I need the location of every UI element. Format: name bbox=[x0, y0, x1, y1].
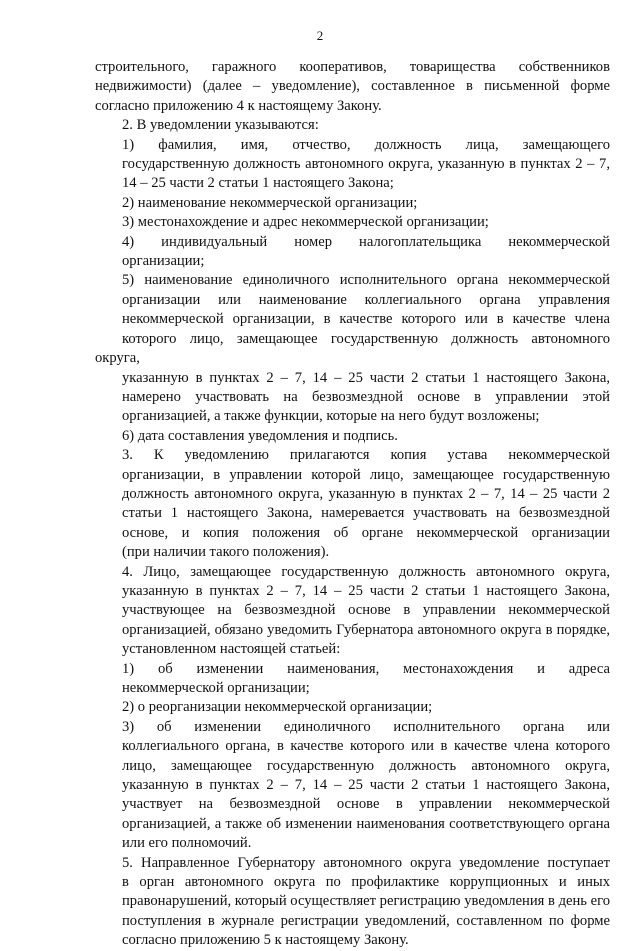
text-line: согласно приложению 4 к настоящему Закону. bbox=[95, 97, 382, 114]
paragraph bbox=[95, 116, 610, 135]
text-line: поступления в журнале регистрации уведомлений, составленном по форме bbox=[122, 912, 610, 929]
text-line: указанную в пунктах 2 – 7, 14 – 25 части 2 статьи 1 настоящего Закона, bbox=[122, 777, 610, 794]
paragraph bbox=[95, 58, 610, 116]
paragraph bbox=[95, 213, 610, 232]
paragraph bbox=[95, 136, 610, 194]
paragraph bbox=[95, 698, 610, 717]
paragraph bbox=[95, 446, 610, 562]
text-line: организации, в управлении которой лицо, замещающее государственную bbox=[122, 466, 610, 483]
paragraph bbox=[95, 660, 610, 699]
text-line: которого лицо, замещающее государственную должность автономного округа, bbox=[95, 330, 610, 367]
paragraph bbox=[95, 854, 610, 951]
text-line: недвижимости) (далее – уведомление), составленное в письменной форме bbox=[95, 78, 610, 95]
text-line: в орган автономного округа по профилактике коррупционных и иных bbox=[122, 874, 610, 891]
page-number: 2 bbox=[316, 28, 324, 43]
paragraph bbox=[95, 427, 610, 446]
text-line: 2. В уведомлении указываются: bbox=[122, 117, 319, 134]
paragraph bbox=[95, 233, 610, 272]
text-line: основе, и копия положения об органе некоммерческой организации bbox=[122, 524, 610, 541]
text-line: некоммерческой организации; bbox=[122, 680, 310, 696]
text-line: (при наличии такого положения). bbox=[122, 544, 330, 561]
text-line: участвует на безвозмездной основе в управлении некоммерческой bbox=[122, 796, 610, 813]
text-line: коллегиального органа, в качестве которого или в качестве члена которого bbox=[122, 738, 610, 755]
text-line: 1) об изменении наименования, местонахождения и адреса bbox=[122, 660, 610, 677]
text-line: некоммерческой организации, в качестве которого или в качестве члена bbox=[122, 311, 610, 328]
document-body bbox=[95, 58, 610, 951]
text-line: установленном настоящей статьей: bbox=[122, 641, 341, 658]
text-line: организации или наименование коллегиального органа управления bbox=[122, 291, 610, 308]
text-line: 14 – 25 части 2 статьи 1 настоящего Закона; bbox=[122, 175, 394, 192]
text-line: 3. К уведомлению прилагаются копия устава некоммерческой bbox=[122, 447, 610, 464]
text-line: должность автономного округа, указанную в пунктах 2 – 7, 14 – 25 части 2 bbox=[122, 485, 610, 502]
text-line: государственную должность автономного округа, указанную в пунктах 2 – 7, bbox=[122, 156, 610, 173]
text-line: правонарушений, который осуществляет регистрацию уведомления в день его bbox=[122, 893, 610, 910]
text-line: организацией, обязано уведомить Губернатора автономного округа в порядке, bbox=[122, 621, 610, 638]
text-line: указанную в пунктах 2 – 7, 14 – 25 части 2 статьи 1 настоящего Закона, bbox=[122, 582, 610, 599]
text-line: 2) о реорганизации некоммерческой организации; bbox=[122, 699, 433, 716]
text-line: организации; bbox=[122, 253, 205, 270]
text-line: 2) наименование некоммерческой организации; bbox=[122, 194, 418, 211]
text-line: статьи 1 настоящего Закона, намеревается участвовать на безвозмездной bbox=[122, 505, 610, 522]
text-line: организацией, а также об изменении наименования соответствующего органа bbox=[122, 815, 610, 832]
text-line: участвующее на безвозмездной основе в управлении некоммерческой bbox=[122, 602, 610, 619]
text-line: намерено участвовать на безвозмездной основе в управлении этой bbox=[122, 388, 610, 405]
text-line: 4) индивидуальный номер налогоплательщика некоммерческой bbox=[122, 233, 610, 250]
text-line: 5) наименование единоличного исполнительного органа некоммерческой bbox=[122, 272, 610, 289]
text-line: лицо, замещающее государственную должность автономного округа, bbox=[122, 757, 610, 774]
text-line: 3) об изменении единоличного исполнительного органа или bbox=[122, 718, 610, 735]
paragraph bbox=[95, 718, 610, 854]
text-line: 4. Лицо, замещающее государственную должность автономного округа, bbox=[122, 563, 610, 580]
text-line: указанную в пунктах 2 – 7, 14 – 25 части 2 статьи 1 настоящего Закона, bbox=[122, 369, 610, 386]
text-line: согласно приложению 5 к настоящему Закону. bbox=[122, 932, 409, 949]
text-line: организацией, а также функции, которые на него будут возложены; bbox=[122, 408, 540, 425]
text-line: 6) дата составления уведомления и подпись. bbox=[122, 427, 398, 444]
text-line: или его полномочий. bbox=[122, 835, 252, 852]
text-line: строительного, гаражного кооперативов, товарищества собственников bbox=[95, 59, 610, 75]
text-line: 1) фамилия, имя, отчество, должность лица, замещающего bbox=[122, 136, 610, 153]
paragraph bbox=[95, 563, 610, 660]
text-line: 3) местонахождение и адрес некоммерческой организации; bbox=[122, 214, 489, 231]
paragraph bbox=[95, 271, 610, 426]
paragraph bbox=[95, 194, 610, 213]
text-line: 5. Направленное Губернатору автономного округа уведомление поступает bbox=[122, 854, 610, 871]
